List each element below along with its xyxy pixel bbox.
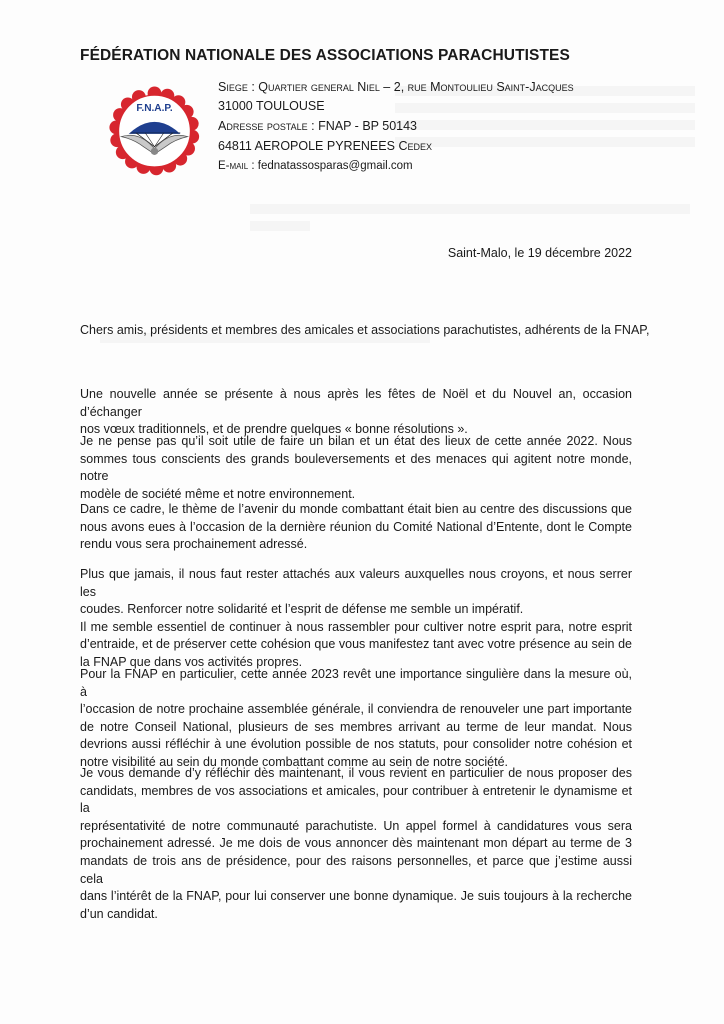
address-city: 31000 TOULOUSE [218, 99, 325, 113]
text-line: Une nouvelle année se présente à nous après les fêtes de Noël et du Nouvel an, occasion d’échanger [80, 387, 632, 419]
text-line: d’entraide, et de préserver cette cohésion que vous manifestez tant avec votre présence au sein de [80, 637, 632, 652]
text-line: nos vœux traditionnels, et de prendre quelques « bonne résolutions ». [80, 422, 468, 437]
postal-city: 64811 AEROPOLE PYRENEES [218, 139, 395, 153]
text-line: dans l’intérêt de la FNAP, pour lui conserver une bonne dynamique. Je suis toujours à la recherche [80, 889, 632, 904]
postal-value: FNAP - BP 50143 [318, 119, 417, 133]
paragraph-1 [80, 386, 632, 439]
text-line: nous avons eues à l’occasion de la dernière réunion du Comité National d’Entente, dont le Compte [80, 519, 632, 534]
text-line: Pour la FNAP en particulier, cette année 2023 revêt une importance singulière dans la mesure où, à [80, 667, 632, 699]
text-line: prochainement adressé. Je me dois de vous annoncer dès maintenant mon départ au terme de 3 [80, 836, 632, 851]
paragraph-4 [80, 566, 632, 672]
fnap-logo [107, 86, 202, 178]
salutation: Chers amis, présidents et membres des amicales et associations parachutistes, adhérents de la FNAP, [80, 323, 650, 337]
siege-label: Siege [218, 80, 248, 94]
text-line: rendu vous sera prochainement adressé. [80, 537, 308, 552]
paragraph-3 [80, 501, 632, 554]
text-line: d’un candidat. [80, 906, 158, 921]
siege-value: Quartier general Niel – 2, rue Montoulieu Saint-Jacques [258, 80, 574, 94]
svg-text:F.N.A.P.: F.N.A.P. [136, 102, 173, 114]
text-line: candidats, membres de vos associations et amicales, pour contribuer à entretenir le dynamisme et la [80, 783, 632, 816]
postal-cedex: Cedex [398, 139, 432, 153]
address-postal: Adresse postale : FNAP - BP 50143 [218, 119, 417, 133]
organization-title: FÉDÉRATION NATIONALE DES ASSOCIATIONS PARACHUTISTES [80, 47, 570, 64]
text-line: coudes. Renforcer notre solidarité et l’esprit de défense me semble un impératif. [80, 602, 524, 617]
text-line: Plus que jamais, il nous faut rester attachés aux valeurs auxquelles nous croyons, et nous serrer les [80, 567, 632, 599]
text-line: modèle de société même et notre environnement. [80, 486, 356, 501]
address-siege: Siege : Quartier general Niel – 2, rue Montoulieu Saint-Jacques [218, 80, 574, 94]
text-line: Je ne pense pas qu’il soit utile de faire un bilan et un état des lieux de cette année 2022. Nous [80, 434, 632, 448]
text-line: Je vous demande d’y réfléchir dès maintenant, il vous revient en particulier de nous proposer des [80, 766, 632, 780]
date-line: Saint-Malo, le 19 décembre 2022 [447, 246, 632, 260]
text-line: la FNAP que dans vos activités propres. [80, 654, 303, 669]
paragraph-5 [80, 666, 632, 772]
postal-label: Adresse postale [218, 119, 308, 133]
text-line: mandats de trois ans de présidence, pour des raisons personnelles, et parce que j’estime aussi cela [80, 853, 632, 886]
email-value[interactable]: fednatassosparas@gmail.com [257, 160, 413, 172]
address-email: E-mail : fednatassosparas@gmail.com [218, 160, 413, 172]
text-line: représentativité de notre communauté parachutiste. Un appel formel à candidatures vous sera [80, 818, 632, 833]
text-line: de notre Conseil National, plusieurs de ses membres arrivant au terme de leur mandat. Nous [80, 719, 632, 734]
paragraph-6 [80, 765, 632, 923]
paragraph-2 [80, 433, 632, 503]
text-line: Dans ce cadre, le thème de l’avenir du monde combattant était bien au centre des discussions que [80, 502, 632, 516]
email-label: E-mail [218, 160, 249, 172]
text-line: sommes tous conscients des grands bouleversements et des menaces qui agitent notre monde, notre [80, 451, 632, 484]
address-postal-city [218, 139, 432, 153]
text-line: notre visibilité au sein du monde combattant comme au sein de notre société. [80, 754, 509, 769]
text-line: devrions aussi réfléchir à une évolution possible de nos statuts, pour consolider notre cohésion et [80, 737, 632, 752]
text-line: l’occasion de notre prochaine assemblée générale, il conviendra de renouveler une part importante [80, 702, 632, 717]
text-line: Il me semble essentiel de continuer à nous rassembler pour cultiver notre esprit para, notre esprit [80, 619, 632, 634]
